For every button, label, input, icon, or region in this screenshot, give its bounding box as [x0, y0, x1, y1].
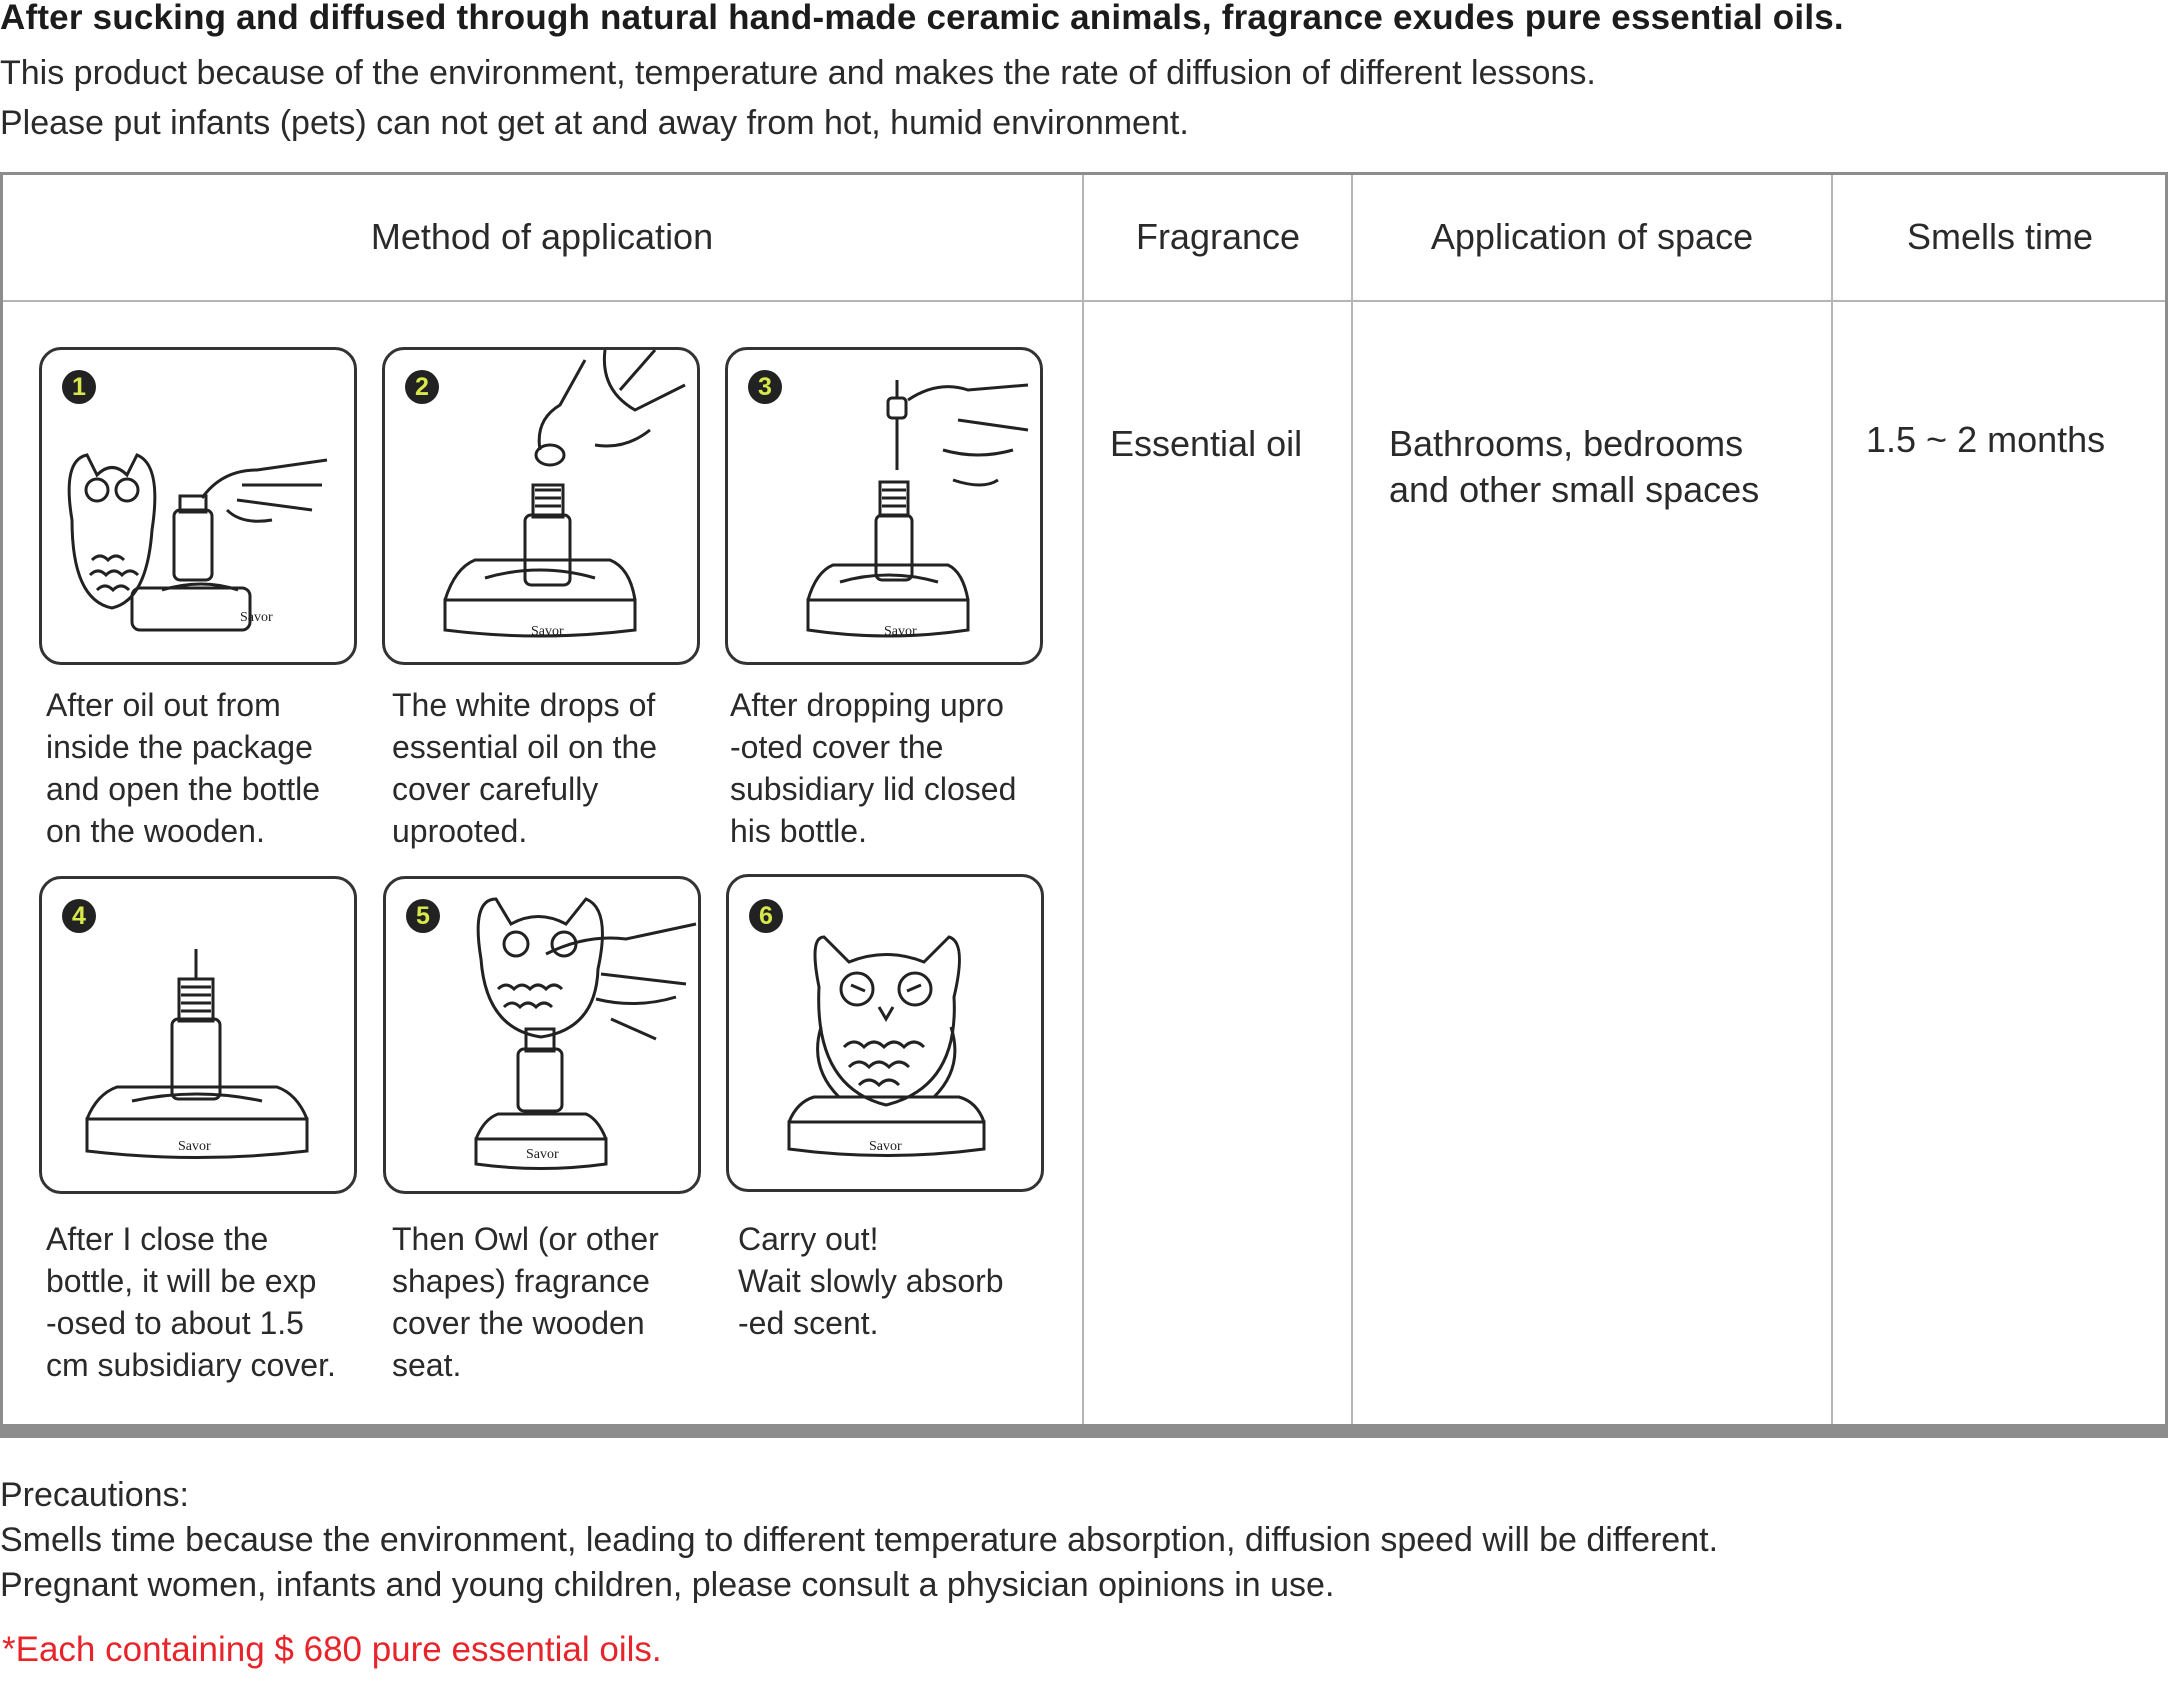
- step-3-caption-line: subsidiary lid closed: [730, 771, 1017, 807]
- step-4-illustration: [39, 876, 357, 1194]
- step-1-number-badge: 1: [62, 370, 96, 404]
- step-3-caption-line: -oted cover the: [730, 729, 944, 765]
- smells-time-value: 1.5 ~ 2 months: [1866, 419, 2106, 460]
- brand-mark: Savor: [240, 610, 273, 625]
- price-note: *Each containing $ 680 pure essential oils.: [2, 1630, 662, 1669]
- step-3-number-badge: 3: [748, 370, 782, 404]
- header-smells-time: Smells time: [1906, 216, 2094, 257]
- precautions-title: Precautions:: [0, 1476, 189, 1514]
- header-method: Method of application: [370, 216, 714, 257]
- column-divider-1: [1082, 175, 1084, 1424]
- brand-mark: Savor: [526, 1147, 559, 1162]
- step-3-illustration: [725, 347, 1043, 665]
- step-1-caption: [46, 684, 386, 852]
- step-2-caption-line: uprooted.: [392, 813, 528, 849]
- header-divider: [3, 300, 2165, 302]
- step-5-caption-line: cover the wooden: [392, 1305, 645, 1341]
- step-5-number-badge: 5: [406, 899, 440, 933]
- headline: After sucking and diffused through natural hand-made ceramic animals, fragrance exudes pure essential oils.: [0, 0, 1844, 37]
- column-divider-3: [1831, 175, 1833, 1424]
- space-line-2: and other small spaces: [1389, 469, 1760, 510]
- step-2-caption: [392, 684, 732, 852]
- brand-mark: Savor: [869, 1139, 902, 1154]
- step-5-illustration: [383, 876, 701, 1194]
- step-4-caption-line: After I close the: [46, 1221, 269, 1257]
- step-1-caption-line: and open the bottle: [46, 771, 321, 807]
- step-2-number-badge: 2: [405, 370, 439, 404]
- step-4-caption: [46, 1218, 386, 1386]
- step-4-caption-line: cm subsidiary cover.: [46, 1347, 336, 1383]
- step-3-caption-line: After dropping upro: [730, 687, 1004, 723]
- header-fragrance: Fragrance: [1135, 216, 1301, 257]
- step-6-illustration: [726, 874, 1044, 1192]
- step-1-caption-line: inside the package: [46, 729, 313, 765]
- step-6-caption-line: Carry out!: [738, 1221, 879, 1257]
- intro-line-2: Please put infants (pets) can not get at and away from hot, humid environment.: [0, 104, 1189, 142]
- brand-mark: Savor: [531, 624, 564, 639]
- step-3-caption: [730, 684, 1070, 852]
- step-5-caption: [392, 1218, 732, 1386]
- step-4-caption-line: bottle, it will be exp: [46, 1263, 317, 1299]
- step-5-caption-line: seat.: [392, 1347, 462, 1383]
- step-4-number-badge: 4: [62, 899, 96, 933]
- step-6-caption-line: -ed scent.: [738, 1305, 879, 1341]
- step-2-caption-line: cover carefully: [392, 771, 599, 807]
- space-line-1: Bathrooms, bedrooms: [1389, 423, 1744, 464]
- step-1-caption-line: on the wooden.: [46, 813, 265, 849]
- step-1-illustration: [39, 347, 357, 665]
- step-2-illustration: [382, 347, 700, 665]
- step-4-caption-line: -osed to about 1.5: [46, 1305, 304, 1341]
- step-1-caption-line: After oil out from: [46, 687, 281, 723]
- step-6-number-badge: 6: [749, 899, 783, 933]
- fragrance-value: Essential oil: [1110, 423, 1303, 464]
- intro-line-1: This product because of the environment, temperature and makes the rate of diffusion of different lessons.: [0, 54, 1596, 92]
- step-2-caption-line: The white drops of: [392, 687, 656, 723]
- step-6-caption: [738, 1218, 1078, 1344]
- step-5-caption-line: shapes) fragrance: [392, 1263, 650, 1299]
- space-value: [1389, 421, 1759, 513]
- header-space: Application of space: [1430, 216, 1754, 257]
- precautions-line-2: Pregnant women, infants and young children, please consult a physician opinions in use.: [0, 1566, 1335, 1604]
- step-3-caption-line: his bottle.: [730, 813, 867, 849]
- step-5-caption-line: Then Owl (or other: [392, 1221, 659, 1257]
- brand-mark: Savor: [884, 624, 917, 639]
- step-6-caption-line: Wait slowly absorb: [738, 1263, 1004, 1299]
- column-divider-2: [1351, 175, 1353, 1424]
- step-2-caption-line: essential oil on the: [392, 729, 658, 765]
- brand-mark: Savor: [178, 1139, 211, 1154]
- precautions-line-1: Smells time because the environment, leading to different temperature absorption, diffusion speed will be different.: [0, 1521, 1719, 1559]
